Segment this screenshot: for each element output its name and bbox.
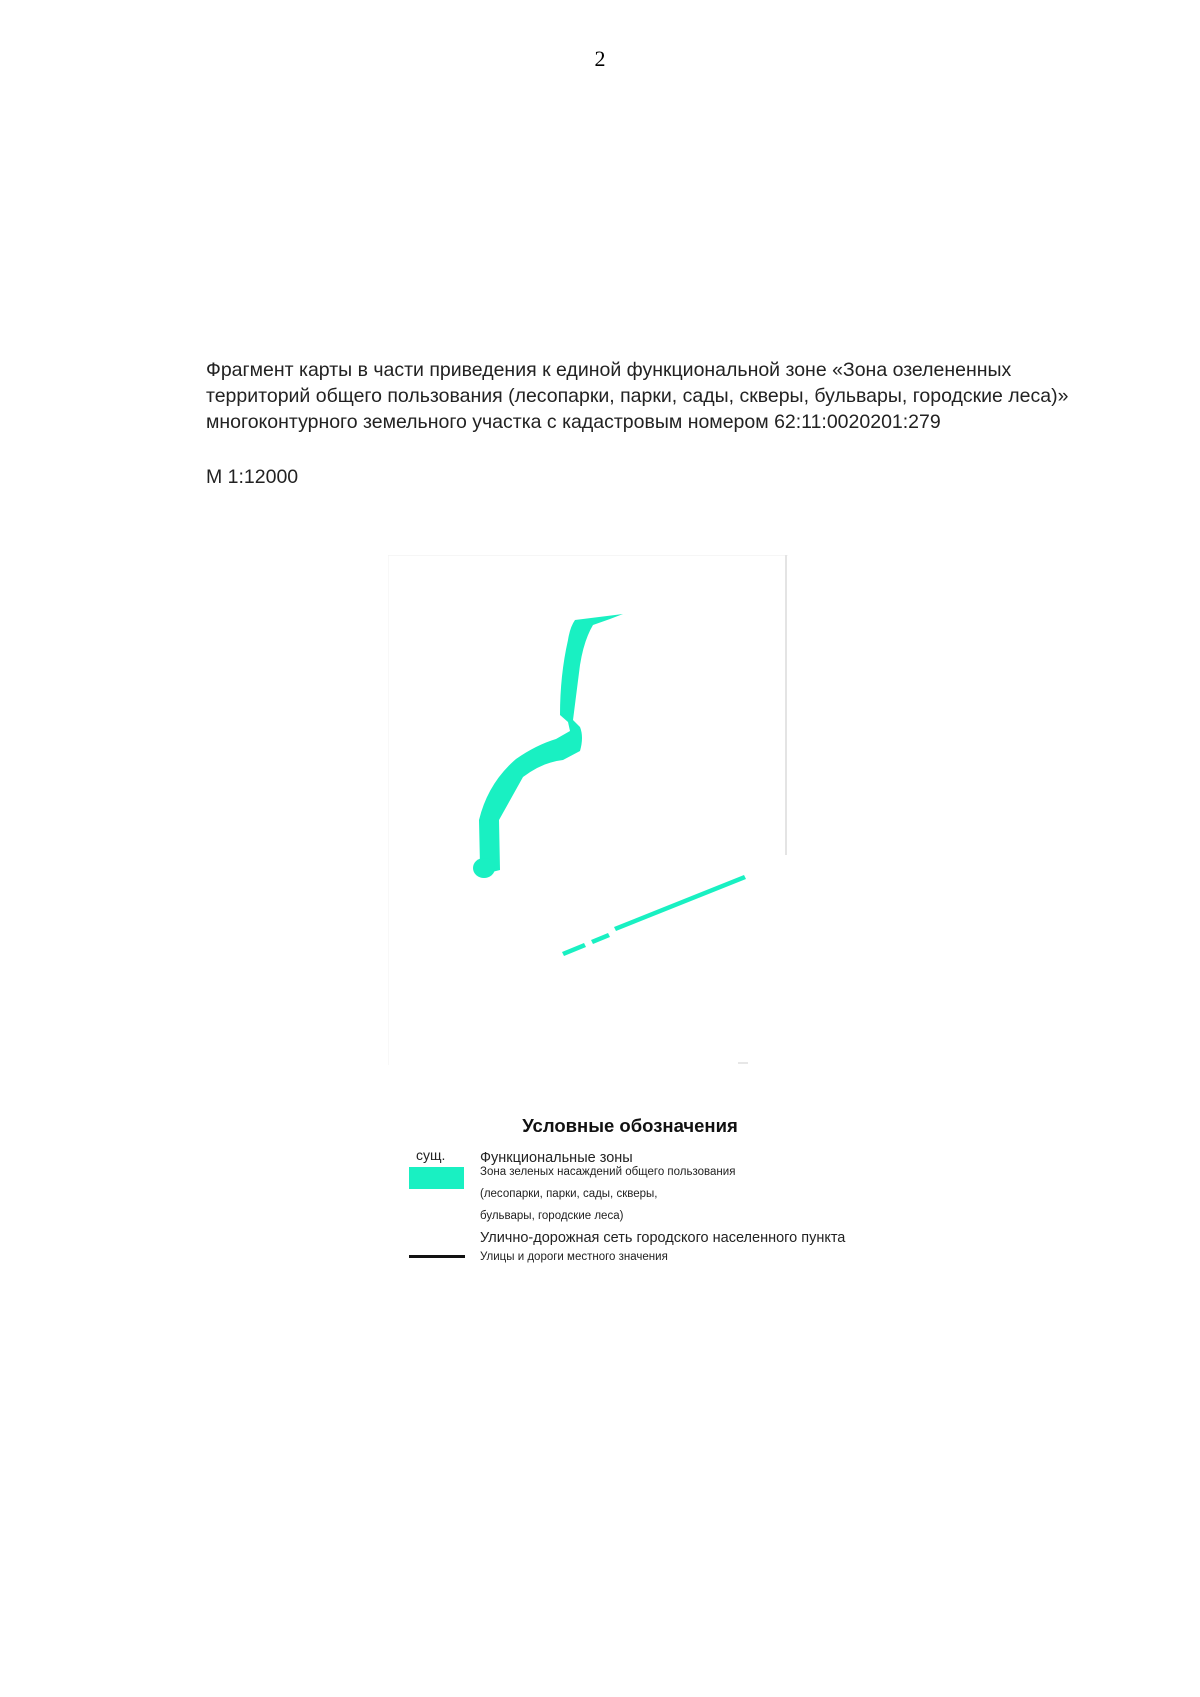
legend-status-label: сущ. [416,1147,446,1163]
legend-road-network-heading: Улично-дорожная сеть городского населенного пункта [480,1230,846,1246]
legend-local-roads-label: Улицы и дороги местного значения [480,1251,668,1263]
legend-title-text: Условные обозначения [522,1115,738,1136]
legend-functional-zones-heading: Функциональные зоны [480,1150,633,1166]
green-zone-road-strip [614,875,746,931]
legend-title [0,1115,1200,1137]
legend-green-zone-line-2: (лесопарки, парки, сады, скверы, [480,1188,658,1200]
green-zone-blob [473,858,495,878]
green-zone-road-strip-segment-end [562,943,586,956]
legend-green-zone-line-3: бульвары, городские леса) [480,1210,624,1222]
map-fragment [388,555,788,1065]
legend-green-zone-swatch [409,1167,464,1189]
map-canvas [388,555,788,1065]
legend-road-line-symbol [409,1255,465,1258]
map-description: Фрагмент карты в части приведения к единой функциональной зоне «Зона озелененных территорий общего пользования (лесопарки, парки, сады, скверы, бульвары, городские леса)» многоконтурного земельного участка с кадастровым номером 62:11:0020201:279 [206,359,1069,433]
green-zone-road-strip-segment [591,933,610,944]
green-zone-contour [479,614,623,873]
legend-green-zone-line-1: Зона зеленых насаждений общего пользования [480,1166,736,1178]
map-scale: М 1:12000 [206,466,299,488]
page-number: 2 [594,46,606,71]
